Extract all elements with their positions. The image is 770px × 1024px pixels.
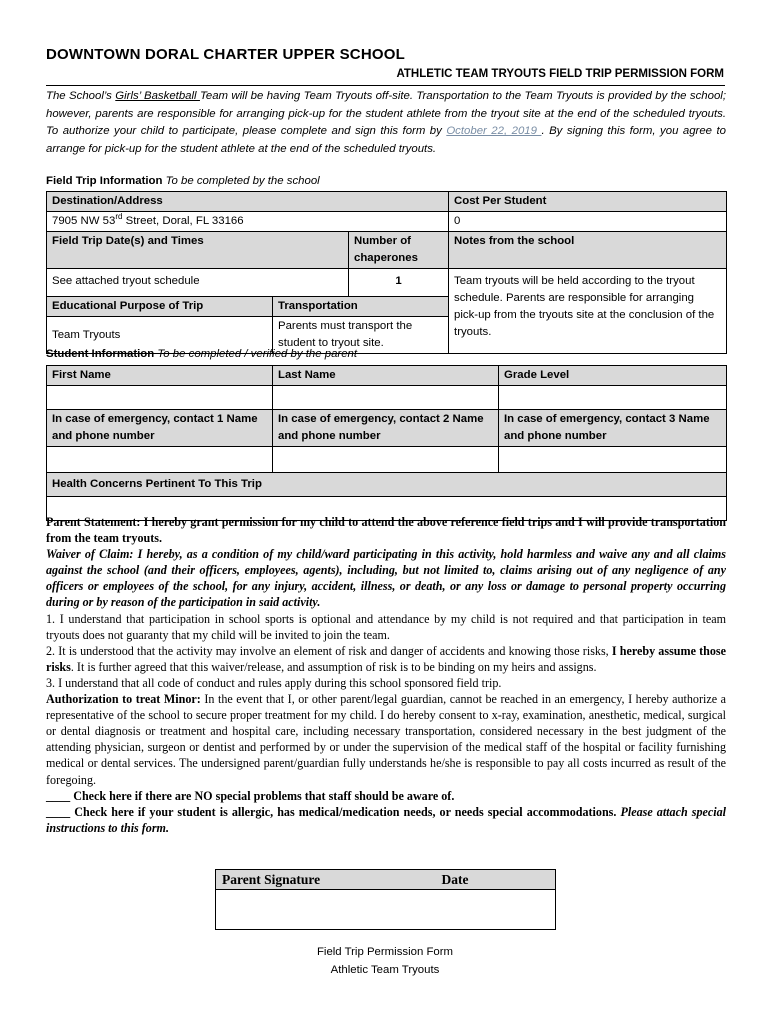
intro-paragraph — [46, 88, 726, 159]
student-subheading: To be completed / verified by the parent — [157, 348, 358, 360]
cost-label: Cost Per Student — [449, 192, 727, 212]
no-special-problems-check[interactable]: ____ Check here if there are NO special problems that staff should be aware of. — [46, 788, 455, 803]
field-trip-heading: Field Trip Information — [46, 175, 163, 187]
emergency-contact-1-input[interactable] — [47, 447, 273, 473]
field-trip-subheading: To be completed by the school — [165, 175, 320, 187]
last-name-label: Last Name — [273, 366, 499, 386]
waiver-of-claim: Waiver of Claim: I hereby, as a condition of my child/ward participating in this activity, hold harmless and waive any and all claims against the school (and their officers, employees, agents), including, but not limited to, claims arising out of any negligence of any officers or employees of the school, for any injury, accident, illness, or death, or any loss or damage to personal property occurring during or by reason of the participation in said activity. — [46, 547, 726, 610]
legal-text — [46, 514, 726, 836]
field-trip-info-heading — [46, 175, 320, 187]
first-name-label: First Name — [47, 366, 273, 386]
date-label: Date — [441, 872, 469, 887]
signature-table — [215, 869, 556, 930]
special-needs-check[interactable]: ____ Check here if your student is allergic, has medical/medication needs, or needs special accommodations. Please attach special instructions to this form. — [46, 804, 726, 835]
clause-3: 3. I understand that all code of conduct and rules apply during this school sponsored field trip. — [46, 675, 502, 690]
team-name-field[interactable]: Girls’ Basketball — [115, 90, 200, 102]
school-title: DOWNTOWN DORAL CHARTER UPPER SCHOOL — [46, 46, 405, 63]
parent-statement: Parent Statement: I hereby grant permission for my child to attend the above reference field trips and I will provide transportation from the team tryouts. — [46, 515, 726, 546]
student-table — [46, 365, 727, 521]
field-trip-table — [46, 191, 727, 354]
intro-text-1: The School’s — [46, 90, 116, 102]
last-name-input[interactable] — [273, 386, 499, 410]
emergency-contact-3-input[interactable] — [499, 447, 727, 473]
intro-text-2: Team will be having Team Tryouts off-site. Transportation to the Team Tryouts is provided by the school; however, parents are responsible for arranging pick-up for the student athlete from the tryout site at the end of the scheduled tryouts. To authorize your child to participate, please complete and sign this form by — [46, 90, 726, 138]
transportation-value[interactable]: Parents must transport the student to tryout site. — [273, 317, 449, 354]
health-concerns-label: Health Concerns Pertinent To This Trip — [47, 473, 727, 497]
transportation-label: Transportation — [273, 297, 449, 317]
grade-level-label: Grade Level — [499, 366, 727, 386]
chaperones-label: Number of chaperones — [349, 232, 449, 269]
chaperones-value[interactable]: 1 — [349, 269, 449, 297]
destination-value[interactable]: 7905 NW 53rd Street, Doral, FL 33166 — [47, 212, 449, 232]
dates-label: Field Trip Date(s) and Times — [47, 232, 349, 269]
signature-input[interactable] — [216, 890, 556, 930]
deadline-date-field[interactable]: October 22, 2019 — [446, 125, 542, 138]
emergency-contact-3-label: In case of emergency, contact 3 Name and phone number — [499, 410, 727, 447]
grade-level-input[interactable] — [499, 386, 727, 410]
student-heading: Student Information — [46, 348, 155, 360]
purpose-value[interactable]: Team Tryouts — [47, 317, 273, 354]
emergency-contact-2-label: In case of emergency, contact 2 Name and phone number — [273, 410, 499, 447]
page-footer — [0, 943, 770, 979]
destination-label: Destination/Address — [47, 192, 449, 212]
student-info-heading — [46, 348, 357, 360]
parent-signature-label: Parent Signature — [222, 872, 321, 887]
first-name-input[interactable] — [47, 386, 273, 410]
cost-value[interactable]: 0 — [449, 212, 727, 232]
intro-text-3: . By signing this form, you agree to arrange for pick-up for the student athlete at the end of the scheduled tryouts. — [46, 125, 726, 156]
purpose-label: Educational Purpose of Trip — [47, 297, 273, 317]
clause-1: 1. I understand that participation in school sports is optional and attendance by my child is not required and that participation in team tryouts does not guaranty that my child will be invited to join the team. — [46, 611, 726, 642]
signature-header — [216, 870, 556, 890]
title-divider — [46, 85, 725, 86]
footer-line-2: Athletic Team Tryouts — [330, 964, 440, 976]
clause-2: 2. It is understood that the activity may involve an element of risk and danger of accidents and knowing those risks, I hereby assume those risks. It is further agreed that this waiver/release, and assumption of risk is to be binding on my heirs and assigns. — [46, 643, 726, 674]
authorization-to-treat: Authorization to treat Minor: In the event that I, or other parent/legal guardian, cannot be reached in an emergency, I hereby authorize a representative of the school to secure proper treatment for my child. I do hereby consent to x-ray, examination, anesthetic, medical, surgical or dental diagnosis or treatment and hospital care, including necessary transportation, considered necessary in the best judgment of the attending physician, surgeon or dentist and performed by or under the supervision of the medical staff of the hospital or facility furnishing medical or dental services. The undersigned parent/guardian fully understands he/she is responsible to pay all costs incurred as result of the foregoing. — [46, 692, 726, 787]
emergency-contact-1-label: In case of emergency, contact 1 Name and phone number — [47, 410, 273, 447]
emergency-contact-2-input[interactable] — [273, 447, 499, 473]
footer-line-1: Field Trip Permission Form — [316, 946, 454, 958]
form-title: ATHLETIC TEAM TRYOUTS FIELD TRIP PERMISSION FORM — [396, 68, 724, 80]
notes-label: Notes from the school — [449, 232, 727, 269]
notes-value[interactable]: Team tryouts will be held according to the tryout schedule. Parents are responsible for arranging pick-up from the tryouts site at the conclusion of the tryouts. — [449, 269, 727, 354]
dates-value[interactable]: See attached tryout schedule — [47, 269, 349, 297]
